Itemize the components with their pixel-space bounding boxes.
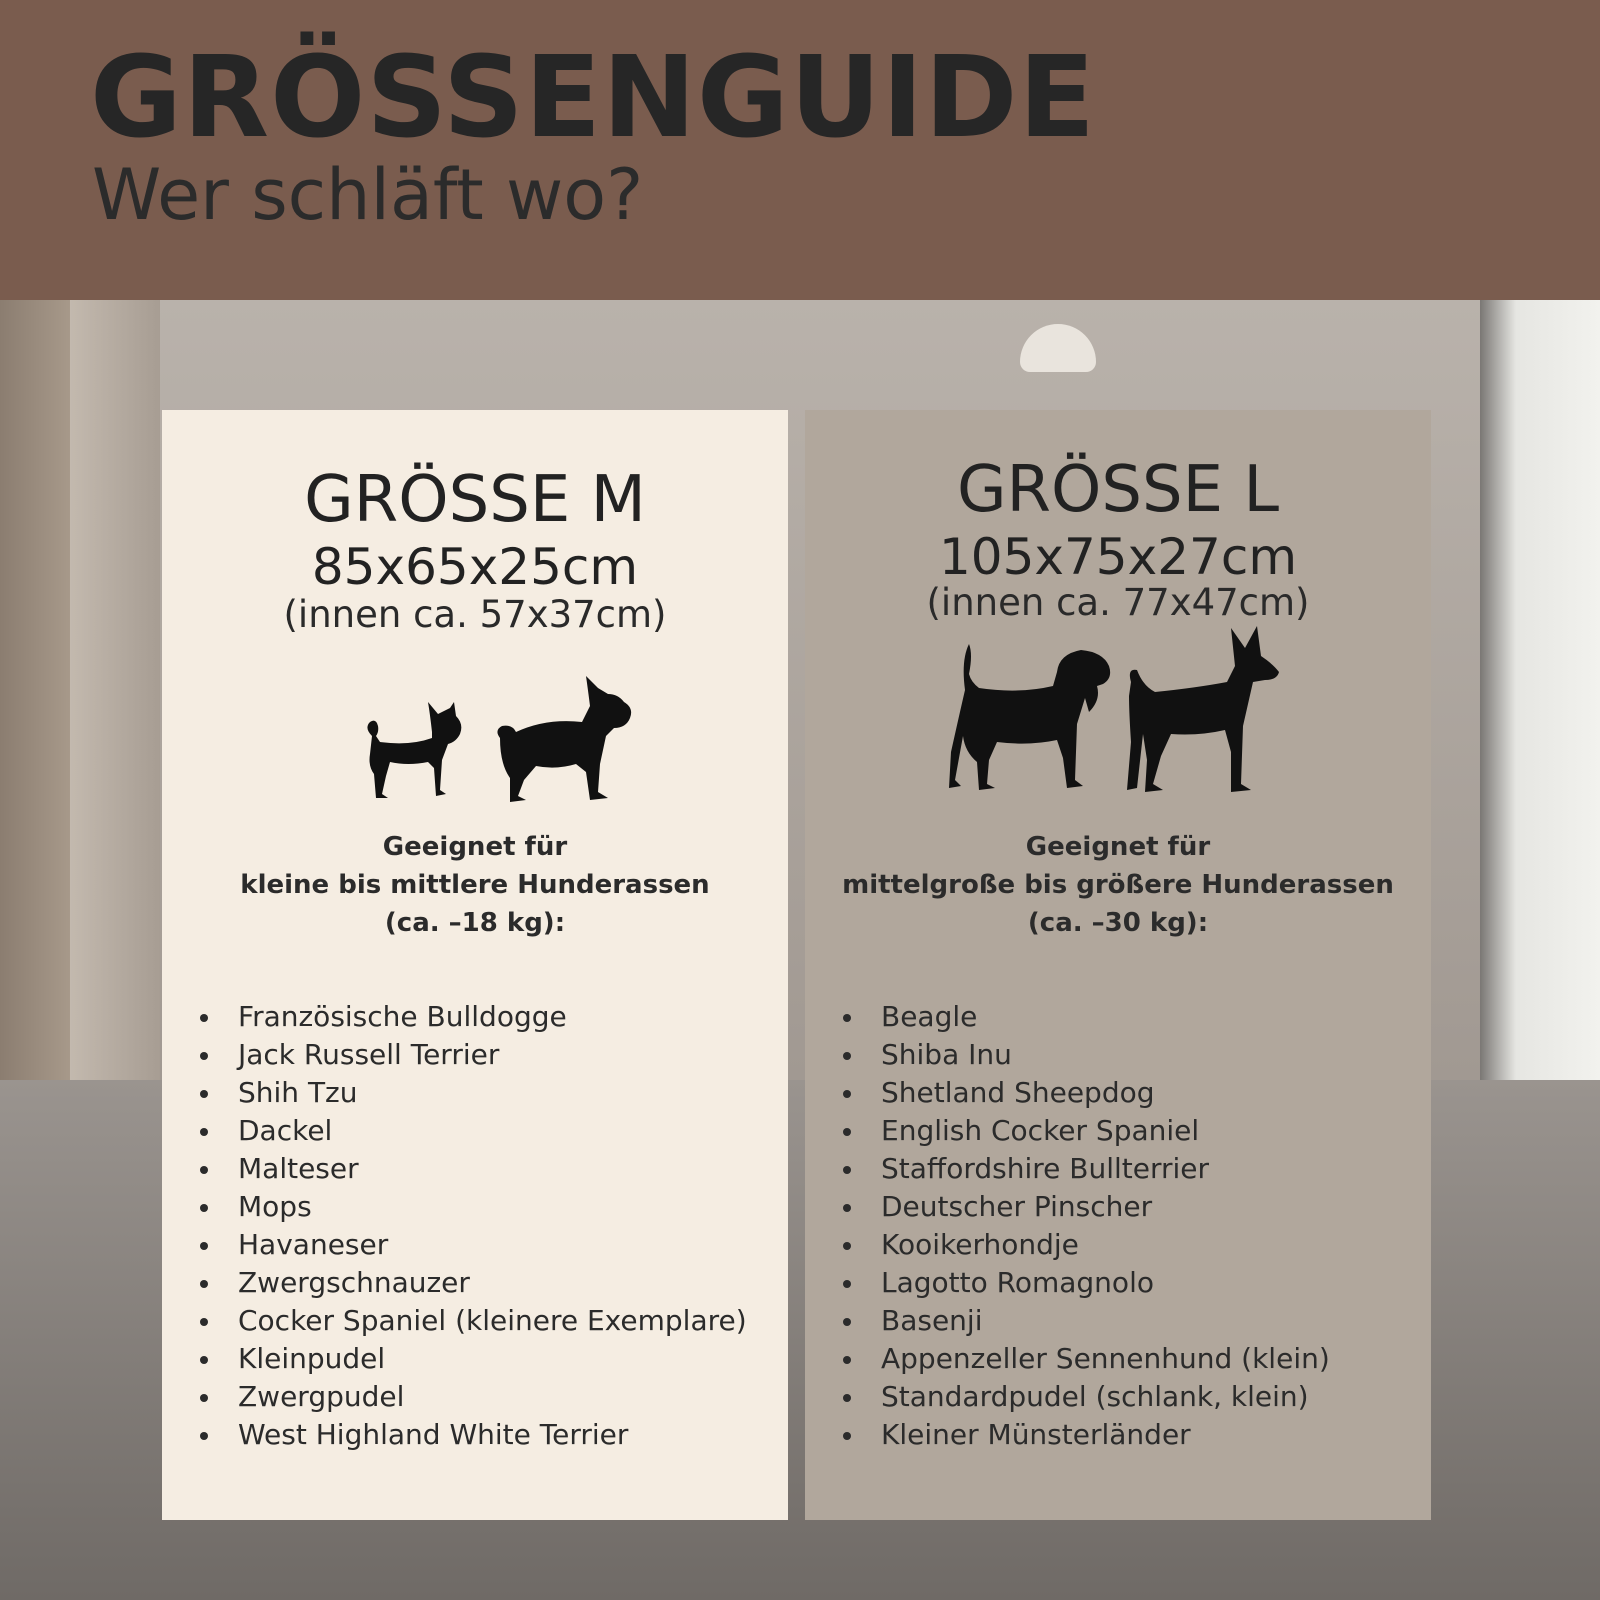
suitability-line-2: mittelgroße bis größere Hunderassen (842, 870, 1394, 900)
size-dimensions: 85x65x25cm (311, 538, 639, 596)
size-inner-dimensions: (innen ca. 57x37cm) (283, 593, 667, 636)
suitability-line-2: kleine bis mittlere Hunderassen (240, 870, 710, 900)
list-item: West Highland White Terrier (200, 1416, 747, 1454)
list-item: Malteser (200, 1150, 747, 1188)
list-item: Havaneser (200, 1226, 747, 1264)
pendant-lamp (1020, 324, 1096, 372)
list-item: Appenzeller Sennenhund (klein) (843, 1340, 1330, 1378)
header-banner (0, 0, 1600, 300)
list-item: Shih Tzu (200, 1074, 747, 1112)
size-inner-dimensions: (innen ca. 77x47cm) (926, 581, 1310, 624)
page-subtitle: Wer schläft wo? (92, 154, 644, 236)
list-item: Lagotto Romagnolo (843, 1264, 1330, 1302)
dog-icons (162, 660, 788, 810)
list-item: Zwergschnauzer (200, 1264, 747, 1302)
list-item: Mops (200, 1188, 747, 1226)
suitability-line-3: (ca. –30 kg): (1027, 908, 1209, 938)
size-title: GRÖSSE L (956, 453, 1280, 527)
suitability-line-1: Geeignet für (1025, 832, 1211, 862)
size-card-m (162, 410, 788, 1520)
list-item: Shetland Sheepdog (843, 1074, 1330, 1112)
list-item: Zwergpudel (200, 1378, 747, 1416)
beagle-silhouette-icon (945, 640, 1115, 800)
list-item: Deutscher Pinscher (843, 1188, 1330, 1226)
wall-panel (70, 300, 160, 1080)
dog-icons (805, 622, 1431, 772)
french-bulldog-silhouette-icon (492, 668, 642, 808)
list-item: Dackel (200, 1112, 747, 1150)
suitability-line-1: Geeignet für (382, 832, 568, 862)
breed-list (200, 998, 747, 1454)
suitability-line-3: (ca. –18 kg): (384, 908, 566, 938)
page-title: GRÖSSENGUIDE (90, 33, 1096, 163)
list-item: Basenji (843, 1302, 1330, 1340)
window (1480, 300, 1600, 1100)
list-item: Kooikerhondje (843, 1226, 1330, 1264)
list-item: Kleiner Münsterländer (843, 1416, 1330, 1454)
list-item: Cocker Spaniel (kleinere Exemplare) (200, 1302, 747, 1340)
list-item: Standardpudel (schlank, klein) (843, 1378, 1330, 1416)
pinscher-silhouette-icon (1123, 622, 1283, 802)
list-item: Staffordshire Bullterrier (843, 1150, 1330, 1188)
breed-list (843, 998, 1330, 1454)
size-title: GRÖSSE M (304, 463, 646, 537)
list-item: Kleinpudel (200, 1340, 747, 1378)
list-item: Shiba Inu (843, 1036, 1330, 1074)
size-card-l (805, 410, 1431, 1520)
chihuahua-silhouette-icon (358, 696, 468, 806)
list-item: English Cocker Spaniel (843, 1112, 1330, 1150)
suitability-text (162, 828, 788, 942)
size-dimensions: 105x75x27cm (938, 528, 1298, 586)
list-item: Beagle (843, 998, 1330, 1036)
list-item: Jack Russell Terrier (200, 1036, 747, 1074)
suitability-text (805, 828, 1431, 942)
list-item: Französische Bulldogge (200, 998, 747, 1036)
wall-panel (0, 300, 70, 1080)
